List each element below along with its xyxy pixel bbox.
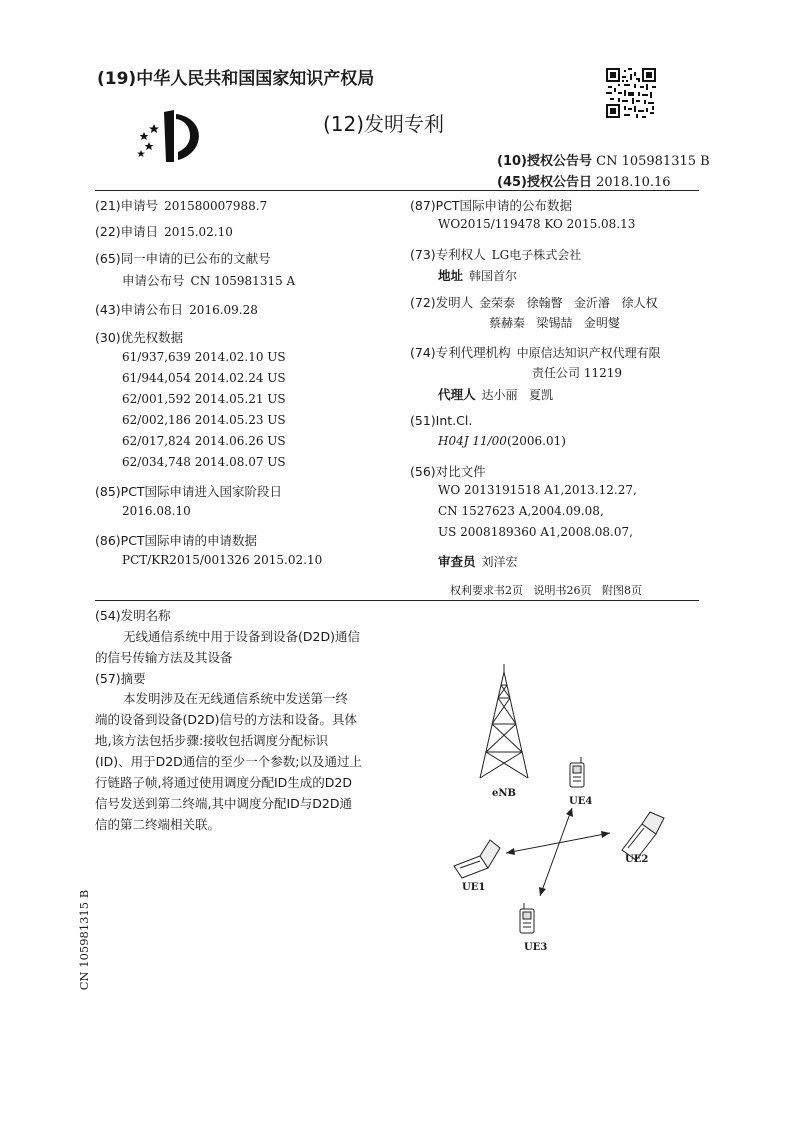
invention-title-line: 无线通信系统中用于设备到设备(D2D)通信	[123, 629, 360, 644]
int-cl-year: (2006.01)	[506, 434, 566, 448]
abstract-line: 信号发送到第二终端,其中调度分配ID与D2D通	[95, 796, 352, 811]
ue2-label: UE2	[625, 854, 649, 865]
examiner-line	[438, 552, 518, 570]
address-label: 地址	[438, 268, 464, 283]
publication-date-line	[95, 300, 258, 318]
grant-date: 2018.10.16	[596, 175, 671, 190]
header-divider	[95, 190, 699, 191]
inventors-continued: 蔡赫秦 梁锡喆 金明燮	[489, 316, 620, 330]
agent-line	[438, 385, 553, 403]
abstract-line: 本发明涉及在无线通信系统中发送第一终	[123, 691, 349, 706]
pct-application-data: PCT/KR2015/001326 2015.02.10	[122, 553, 323, 567]
ue4-label: UE4	[569, 796, 593, 807]
int-cl-code: H04J 11/00	[438, 434, 507, 448]
prior-publication-label: (65)同一申请的已公布的文献号	[95, 251, 271, 266]
priority-item: 61/937,639 2014.02.10 US	[122, 350, 286, 364]
application-number-line	[95, 196, 267, 214]
priority-item: 62/034,748 2014.08.07 US	[122, 455, 286, 469]
examiner: 刘洋宏	[481, 555, 518, 569]
abstract-figure	[440, 660, 680, 960]
priority-item: 62/001,592 2014.05.21 US	[122, 392, 286, 406]
pct-publication-data: WO2015/119478 KO 2015.08.13	[438, 217, 636, 231]
inventors-label: (72)发明人	[410, 295, 474, 310]
application-date-line	[95, 222, 233, 240]
reference-item: WO 2013191518 A1,2013.12.27,	[438, 483, 637, 497]
abstract-line: 端的设备到设备(D2D)信号的方法和设备。具体	[95, 712, 357, 727]
abstract-line: 信的第二终端相关联。	[95, 817, 221, 832]
agents: 达小丽 夏凯	[481, 388, 553, 402]
references-label: (56)对比文件	[410, 464, 486, 479]
grant-date-label: (45)授权公告日	[497, 175, 592, 190]
enb-label: eNB	[492, 788, 516, 799]
page-counts: 权利要求书2页 说明书26页 附图8页	[450, 584, 642, 597]
int-cl-label: (51)Int.Cl.	[410, 413, 473, 428]
inventors: 金荣泰 徐翰瞥 金沂濬 徐人权	[479, 296, 658, 310]
grant-date-line	[497, 171, 671, 190]
reference-item: US 2008189360 A1,2008.08.07,	[438, 525, 633, 539]
abstract-line: 行链路子帧,将通过使用调度分配ID生成的D2D	[95, 775, 352, 790]
agency-continued: 责任公司 11219	[532, 366, 622, 380]
cnipa-logo-icon	[130, 106, 208, 164]
invention-title	[95, 626, 360, 668]
ue1-label: UE1	[462, 882, 486, 893]
pct-publication-label: (87)PCT国际申请的公布数据	[410, 198, 573, 213]
agent-label: 代理人	[438, 387, 476, 402]
grant-number-line	[497, 150, 710, 169]
priority-label: (30)优先权数据	[95, 330, 184, 345]
patentee-line	[410, 245, 581, 263]
side-patent-number: CN 105981315 B	[77, 889, 91, 991]
agency: 中原信达知识产权代理有限	[516, 346, 661, 360]
patentee: LG电子株式会社	[491, 248, 582, 262]
address: 韩国首尔	[469, 269, 518, 283]
publication-date-label: (43)申请公布日	[95, 302, 184, 317]
application-date: 2015.02.10	[164, 225, 233, 239]
agency-label: (74)专利代理机构	[410, 345, 511, 360]
int-cl-line	[438, 434, 566, 448]
reference-item: CN 1527623 A,2004.09.08,	[438, 504, 604, 518]
patentee-label: (73)专利权人	[410, 247, 486, 262]
title-label: (54)发明名称	[95, 608, 171, 623]
grant-number-label: (10)授权公告号	[497, 154, 592, 169]
priority-item: 61/944,054 2014.02.24 US	[122, 371, 286, 385]
examiner-label: 审查员	[438, 554, 476, 569]
priority-item: 62/002,186 2014.05.23 US	[122, 413, 286, 427]
inventors-line	[410, 293, 658, 311]
publication-date: 2016.09.28	[189, 303, 258, 317]
publication-number-line	[122, 271, 295, 289]
abstract-line: (ID)、用于D2D通信的至少一个参数;以及通过上	[95, 754, 362, 769]
pct-entry-date: 2016.08.10	[122, 504, 191, 518]
application-number: 201580007988.7	[164, 199, 268, 213]
authority-name: (19)中华人民共和国国家知识产权局	[97, 69, 375, 89]
invention-title-line: 的信号传输方法及其设备	[95, 650, 233, 665]
abstract-label: (57)摘要	[95, 671, 146, 686]
pct-entry-label: (85)PCT国际申请进入国家阶段日	[95, 484, 283, 499]
grant-number: CN 105981315 B	[596, 154, 710, 169]
abstract-divider	[95, 600, 699, 601]
ue3-label: UE3	[524, 942, 548, 953]
priority-item: 62/017,824 2014.06.26 US	[122, 434, 286, 448]
pct-application-label: (86)PCT国际申请的申请数据	[95, 533, 258, 548]
application-date-label: (22)申请日	[95, 224, 159, 239]
application-number-label: (21)申请号	[95, 198, 159, 213]
publication-number-label: 申请公布号	[122, 273, 185, 288]
abstract-line: 地,该方法包括步骤:接收包括调度分配标识	[95, 733, 329, 748]
agency-line	[410, 343, 661, 361]
address-line	[438, 266, 517, 284]
network-diagram	[440, 660, 680, 960]
qr-code-icon	[606, 68, 656, 118]
abstract-text	[95, 688, 362, 835]
document-type: (12)发明专利	[323, 112, 445, 136]
publication-number: CN 105981315 A	[190, 274, 296, 288]
